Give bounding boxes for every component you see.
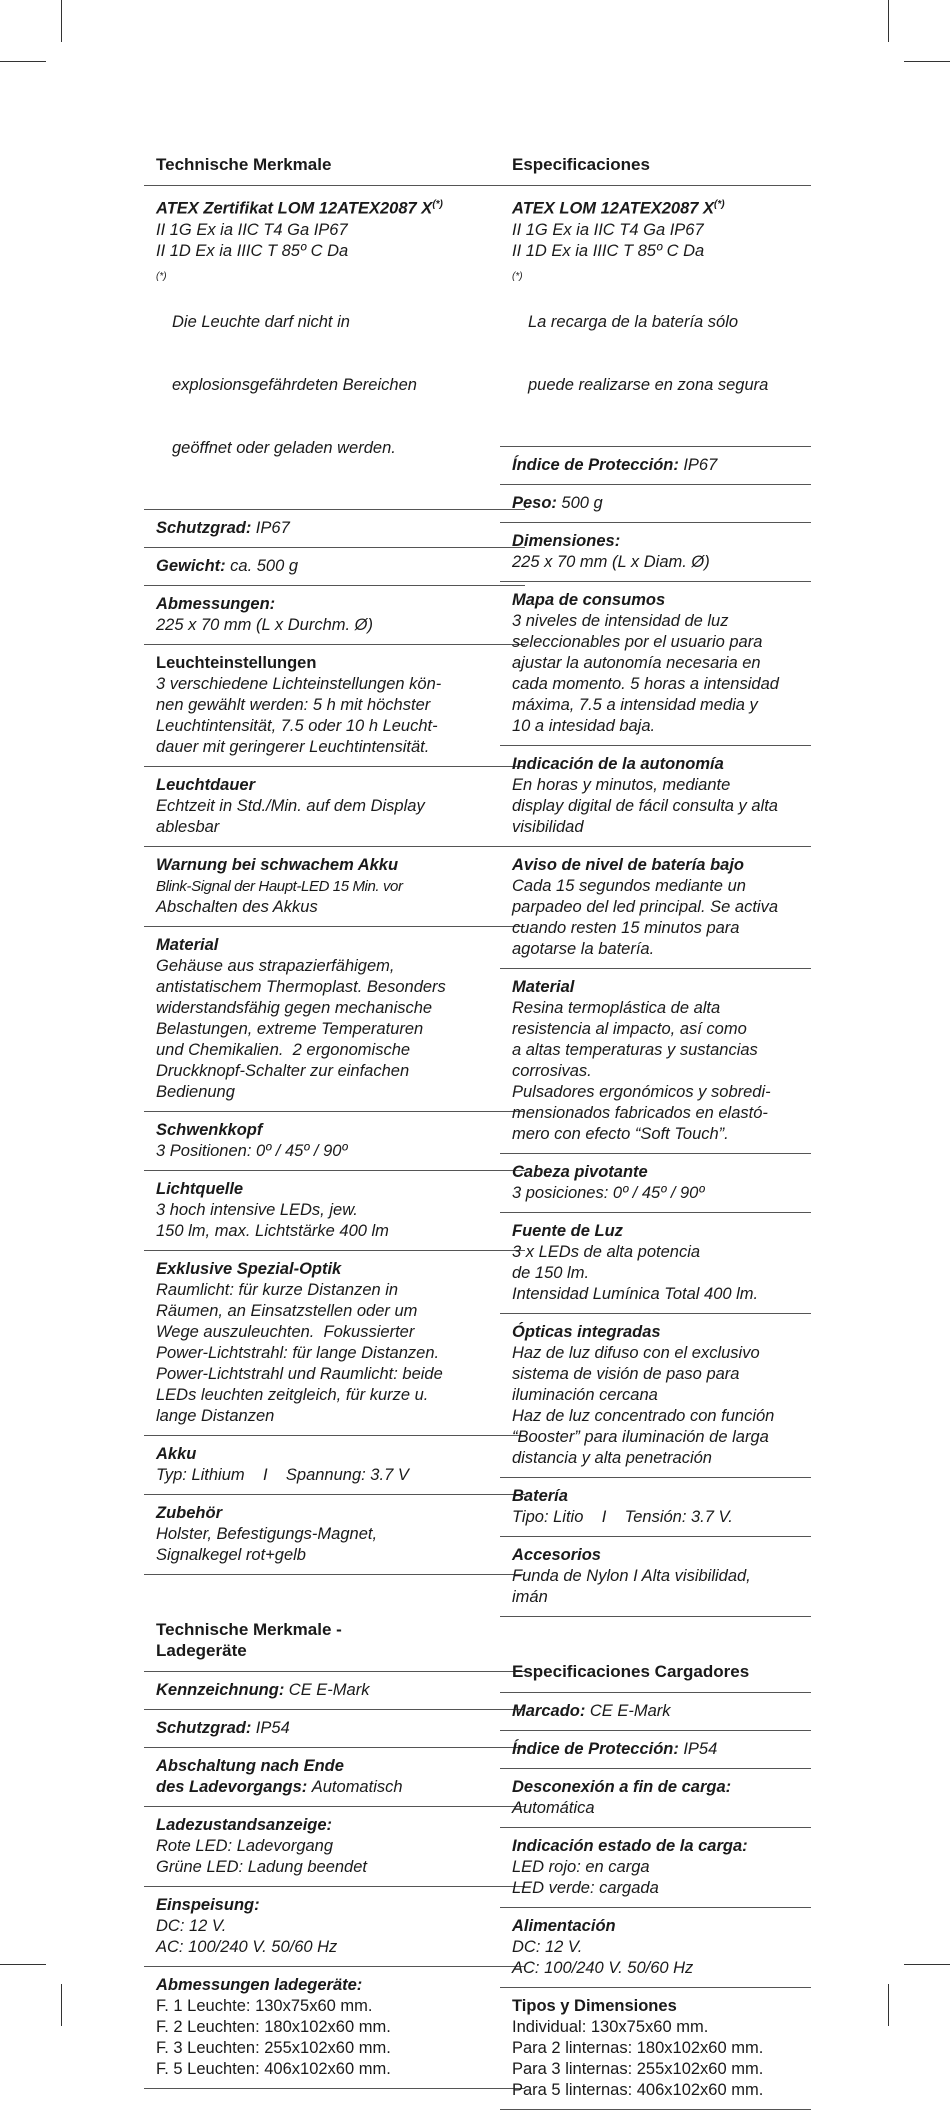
entry-gewicht: Gewicht: ca. 500 g — [144, 548, 525, 586]
entry-mapa-consumos: Mapa de consumos 3 niveles de intensidad de luz seleccionables por el usuario para ajustar la autonomía necesaria en cada momento. 5 horas a intensidad máxima, 7.5 a intensidad media y 10 a intesidad baja. — [500, 582, 811, 746]
section-heading-especificaciones: Especificaciones — [500, 140, 811, 186]
entry-cabeza-pivotante: Cabeza pivotante 3 posiciones: 0º / 45º / 90º — [500, 1154, 811, 1213]
entry-abmessungen-ladegeraete: Abmessungen ladegeräte: F. 1 Leuchte: 130x75x60 mm. F. 2 Leuchten: 180x102x60 mm. F. 3 Leuchten: 255x102x60 mm. F. 5 Leuchten: 406x102x60 mm. — [144, 1967, 525, 2089]
entry-akku: Akku Typ: Lithium I Spannung: 3.7 V — [144, 1436, 525, 1495]
crop-mark-bottom-right-v — [888, 1984, 889, 2026]
entry-line: II 1G Ex ia IIC T4 Ga IP67 — [156, 220, 348, 239]
entry-warnung: Warnung bei schwachem Akku Blink-Signal der Haupt-LED 15 Min. vor Abschalten des Akkus — [144, 847, 525, 927]
entry-indice-proteccion: Índice de Protección: IP67 — [500, 447, 811, 485]
entry-desconexion: Desconexión a fin de carga: Automática — [500, 1769, 811, 1828]
footnote-mark: (*) — [156, 270, 167, 282]
entry-einspeisung: Einspeisung: DC: 12 V. AC: 100/240 V. 50/60 Hz — [144, 1887, 525, 1967]
entry-abmessungen: Abmessungen: 225 x 70 mm (L x Durchm. Ø) — [144, 586, 525, 645]
crop-mark-bottom-left-h — [0, 1964, 46, 1965]
entry-ladezustandsanzeige: Ladezustandsanzeige: Rote LED: Ladevorgang Grüne LED: Ladung beendet — [144, 1807, 525, 1887]
entry-zubehoer: Zubehör Holster, Befestigungs-Magnet, Signalkegel rot+gelb — [144, 1495, 525, 1575]
crop-mark-top-left-v — [61, 0, 62, 42]
entry-abschaltung: Abschaltung nach Ende des Ladevorgangs: Automatisch — [144, 1748, 525, 1807]
section-heading-ladegeraete: Technische Merkmale - Ladegeräte — [144, 1605, 525, 1672]
entry-dimensiones: Dimensiones: 225 x 70 mm (L x Diam. Ø) — [500, 523, 811, 582]
crop-mark-top-right-v — [888, 0, 889, 42]
crop-mark-top-right-h — [904, 61, 950, 62]
entry-material: Material Gehäuse aus strapazierfähigem, antistatischem Thermoplast. Besonders widerstandsfähig gegen mechanische Belastungen, extreme Temperaturen und Chemikalien. 2 ergonomische Druckknopf-Schalter zur einfachen Bedienung — [144, 927, 525, 1112]
entry-indicacion-autonomia: Indicación de la autonomía En horas y minutos, mediante display digital de fácil consulta y alta visibilidad — [500, 746, 811, 847]
entry-opticas-integradas: Ópticas integradas Haz de luz difuso con el exclusivo sistema de visión de paso para iluminación cercana Haz de luz concentrado con función “Booster” para iluminación de larga distancia y alta penetración — [500, 1314, 811, 1478]
entry-spezial-optik: Exklusive Spezial-Optik Raumlicht: für kurze Distanzen in Räumen, an Einsatzstellen oder um Wege auszuleuchten. Fokussierter Power-Lichtstrahl: für lange Distanzen. Power-Lichtstrahl und Raumlicht: beide LEDs leuchten zeitgleich, für kurze u. lange Distanzen — [144, 1251, 525, 1436]
entry-marcado: Marcado: CE E-Mark — [500, 1693, 811, 1731]
entry-schutzgrad-ladegeraet: Schutzgrad: IP54 — [144, 1710, 525, 1748]
entry-fuente-luz: Fuente de Luz 3 x LEDs de alta potencia de 150 lm. Intensidad Lumínica Total 400 lm. — [500, 1213, 811, 1314]
entry-bateria: Batería Tipo: Litio I Tensión: 3.7 V. — [500, 1478, 811, 1537]
entry-line: II 1D Ex ia IIIC T 85º C Da — [156, 241, 349, 260]
entry-leuchteinstellungen: Leuchteinstellungen 3 verschiedene Lichteinstellungen kön- nen gewählt werden: 5 h mit höchster Leuchtintensität, 7.5 oder 10 h Leucht- dauer mit geringerer Leuchtintensität. — [144, 645, 525, 767]
entry-schutzgrad: Schutzgrad: IP67 — [144, 510, 525, 548]
entry-material-es: Material Resina termoplástica de alta resistencia al impacto, así como a altas temperaturas y sustancias corrosivas. Pulsadores ergonómicos y sobredi- mensionados fabricados en elastó- mero con efecto “Soft Touch”. — [500, 969, 811, 1154]
entry-leuchtdauer: Leuchtdauer Echtzeit in Std./Min. auf dem Display ablesbar — [144, 767, 525, 847]
entry-peso: Peso: 500 g — [500, 485, 811, 523]
entry-alimentacion: Alimentación DC: 12 V. AC: 100/240 V. 50/60 Hz — [500, 1908, 811, 1988]
crop-mark-bottom-right-h — [904, 1964, 950, 1965]
column-german — [144, 140, 525, 2089]
entry-atex-certificate — [144, 186, 525, 510]
footnote: (*) Die Leuchte darf nicht in explosionsgefährdeten Bereichen geöffnet oder geladen werden. — [156, 270, 525, 501]
entry-lichtquelle: Lichtquelle 3 hoch intensive LEDs, jew. 150 lm, max. Lichtstärke 400 lm — [144, 1171, 525, 1251]
entry-indice-proteccion-cargador: Índice de Protección: IP54 — [500, 1731, 811, 1769]
entry-accesorios: Accesorios Funda de Nylon I Alta visibilidad, imán — [500, 1537, 811, 1617]
crop-mark-top-left-h — [0, 61, 46, 62]
entry-estado-carga: Indicación estado de la carga: LED rojo: en carga LED verde: cargada — [500, 1828, 811, 1908]
section-heading-technische-merkmale: Technische Merkmale — [144, 140, 525, 186]
entry-tipos-dimensiones: Tipos y Dimensiones Individual: 130x75x60 mm. Para 2 linternas: 180x102x60 mm. Para 3 linternas: 255x102x60 mm. Para 5 linternas: 406x102x60 mm. — [500, 1988, 811, 2110]
entry-schwenkkopf: Schwenkkopf 3 Positionen: 0º / 45º / 90º — [144, 1112, 525, 1171]
section-heading-cargadores: Especificaciones Cargadores — [500, 1647, 811, 1693]
entry-atex-certificado: ATEX LOM 12ATEX2087 X(*) II 1G Ex ia IIC T4 Ga IP67 II 1D Ex ia IIIC T 85º C Da (*) La recarga de la batería sólo puede realizarse en zona segura — [500, 186, 811, 447]
crop-mark-bottom-left-v — [61, 1984, 62, 2026]
entry-aviso-bateria: Aviso de nivel de batería bajo Cada 15 segundos mediante un parpadeo del led principal. Se activa cuando resten 15 minutos para agotarse la batería. — [500, 847, 811, 969]
footnote: (*) La recarga de la batería sólo puede realizarse en zona segura — [512, 270, 811, 438]
footnote-mark: (*) — [512, 270, 523, 282]
entry-label: ATEX Zertifikat LOM 12ATEX2087 X(*) — [156, 199, 443, 218]
column-spanish — [500, 140, 811, 2110]
entry-kennzeichnung: Kennzeichnung: CE E-Mark — [144, 1672, 525, 1710]
